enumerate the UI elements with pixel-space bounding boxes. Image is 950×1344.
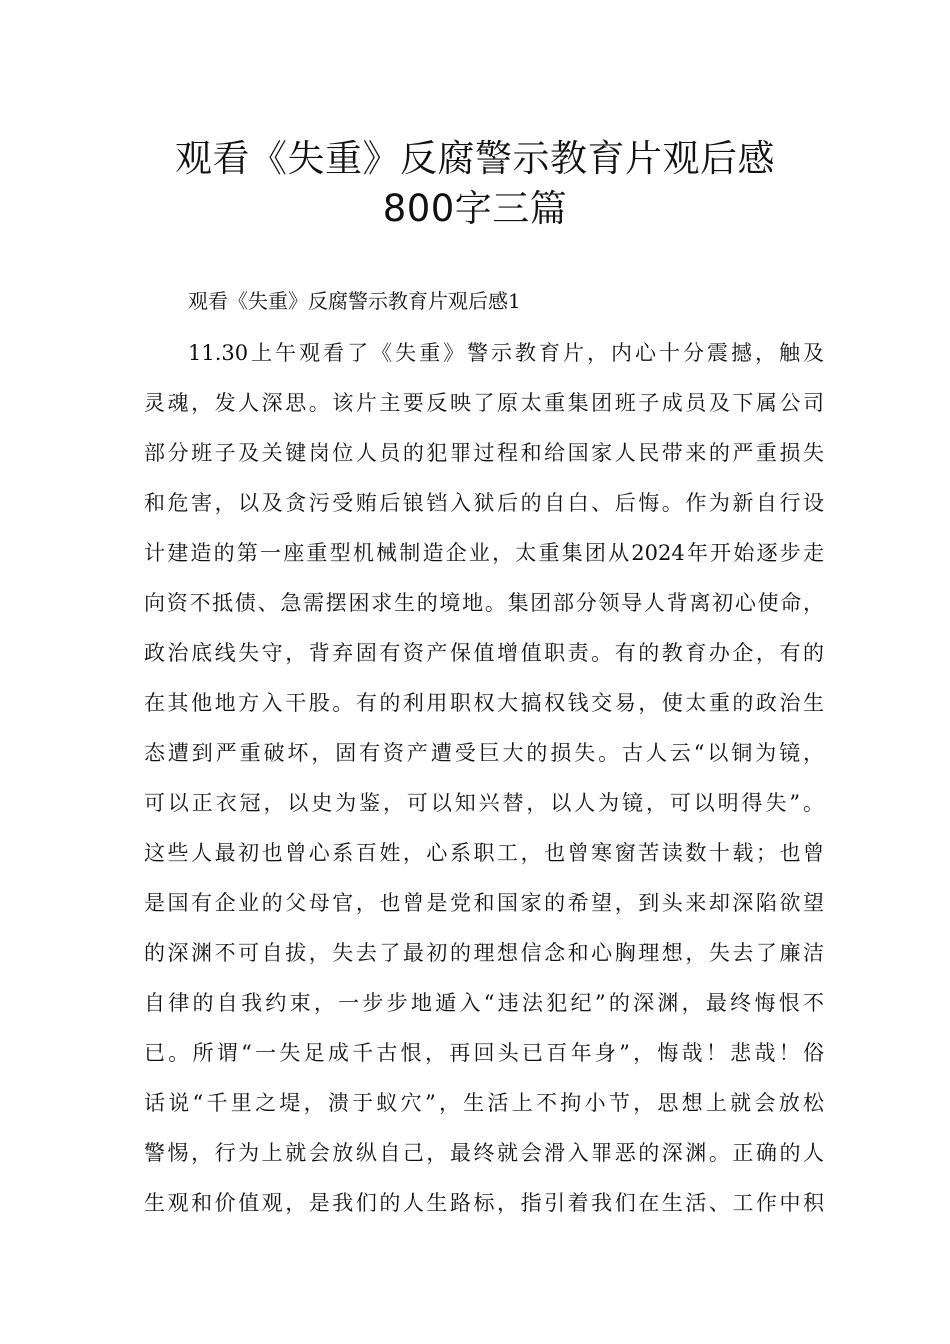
paragraph-line: 是国有企业的父母官，也曾是党和国家的希望，到头来却深陷欲望 <box>144 891 824 915</box>
document-title-line-2: 800字三篇 <box>382 187 568 230</box>
paragraph-line: 生观和价值观，是我们的人生路标，指引着我们在生活、工作中积 <box>144 1191 824 1215</box>
section-heading: 观看《失重》反腐警示教育片观后感1 <box>188 289 521 313</box>
paragraph-line: 警惕，行为上就会放纵自己，最终就会滑入罪恶的深渊。正确的人 <box>144 1141 824 1165</box>
document-title-line-1: 观看《失重》反腐警示教育片观后感 <box>175 137 775 180</box>
paragraph-line: 这些人最初也曾心系百姓，心系职工，也曾寒窗苦读数十载；也曾 <box>144 841 824 865</box>
paragraph-line: 已。所谓“一失足成千古恨，再回头已百年身”，悔哉！悲哉！俗 <box>144 1041 824 1065</box>
paragraph-line: 部分班子及关键岗位人员的犯罪过程和给国家人民带来的严重损失 <box>144 441 824 465</box>
paragraph-line: 灵魂，发人深思。该片主要反映了原太重集团班子成员及下属公司 <box>144 391 824 415</box>
paragraph-line: 可以正衣冠，以史为鉴，可以知兴替，以人为镜，可以明得失”。 <box>144 791 824 815</box>
paragraph-line: 话说“千里之堤，溃于蚁穴”，生活上不拘小节，思想上就会放松 <box>144 1091 824 1115</box>
paragraph-line: 态遭到严重破坏，固有资产遭受巨大的损失。古人云“以铜为镜， <box>144 741 824 765</box>
paragraph-line: 计建造的第一座重型机械制造企业，太重集团从2024年开始逐步走 <box>144 541 824 565</box>
paragraph-line: 11.30上午观看了《失重》警示教育片，内心十分震撼，触及 <box>188 341 824 365</box>
paragraph-line: 的深渊不可自拔，失去了最初的理想信念和心胸理想，失去了廉洁 <box>144 941 824 965</box>
paragraph-line: 在其他地方入干股。有的利用职权大搞权钱交易，使太重的政治生 <box>144 691 824 715</box>
paragraph-line: 自律的自我约束，一步步地遁入“违法犯纪”的深渊，最终悔恨不 <box>144 991 824 1015</box>
paragraph-line: 和危害，以及贪污受贿后锒铛入狱后的自白、后悔。作为新自行设 <box>144 491 824 515</box>
paragraph-line: 向资不抵债、急需摆困求生的境地。集团部分领导人背离初心使命， <box>144 591 824 615</box>
paragraph-line: 政治底线失守，背弃固有资产保值增值职责。有的教育办企，有的 <box>144 641 824 665</box>
